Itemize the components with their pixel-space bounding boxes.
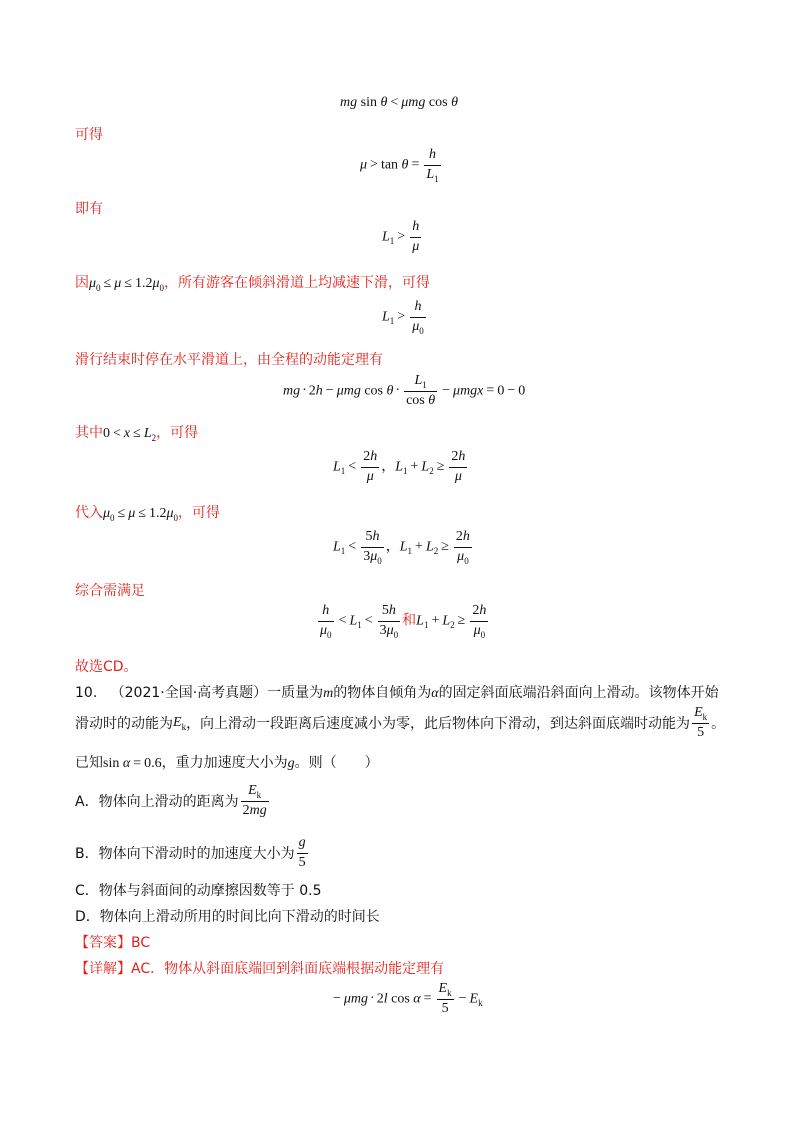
option-c[interactable]: C．物体与斜面间的动摩擦因数等于 0.5 <box>75 883 322 899</box>
text-dairu-line <box>75 502 220 522</box>
inequality-x-range: $0 < x \le L_2$ <box>103 426 157 443</box>
text-dairu: 代入 <box>75 505 103 521</box>
text-guxuan: 故选CD。 <box>75 659 138 675</box>
stem-1a: 一质量为 <box>267 685 324 701</box>
stem-1b: 的物体自倾角为 <box>333 685 432 701</box>
option-b[interactable] <box>75 836 310 870</box>
equation-answer-energy: − μmg · 2l cos α = $\frac{E_k}{5}$ − $E_k$ <box>333 981 483 1016</box>
equation-sin-alpha: sin α = 0.6 <box>103 756 162 771</box>
answer-label: 【答案】BC <box>75 935 151 951</box>
equation-l1-l2-mu: $L_1$ < $\frac{2h}{\mu}$ ，$L_1 + L_2$ ≥ $\frac{2h}{\mu}$ <box>333 449 466 484</box>
text-yin-rest: ，所有游客在倾斜滑道上均减速下滑，可得 <box>163 275 430 291</box>
option-a-label: A．物体向上滑动的距离为 <box>75 794 239 811</box>
stem-2a: 滑动时的动能为 <box>75 716 173 733</box>
text-yin-line <box>75 272 430 292</box>
var-g: g <box>287 756 295 771</box>
stem-3a: 已知 <box>75 755 103 771</box>
stem-2c: 。 <box>711 716 726 733</box>
text-qizhong: 其中 <box>75 425 103 441</box>
answer-detail: 【详解】AC．物体从斜面底端回到斜面底端根据动能定理有 <box>75 961 445 977</box>
question-10-line-3 <box>75 752 379 772</box>
text-slide-end: 滑行结束时停在水平滑道上，由全程的动能定理有 <box>75 352 383 368</box>
var-m: m <box>323 686 334 701</box>
text-he: 和 <box>402 612 417 629</box>
equation-final-condition: $\frac{h}{\mu_0}$ < $L_1$ < $\frac{5h}{3\mu_0}$ 和$L_1 + L_2$ ≥ $\frac{2h}{\mu_0}$ <box>320 603 487 640</box>
text-qizhong-line <box>75 422 198 442</box>
text-keyi-3: ，可得 <box>177 505 220 521</box>
var-ek: $E_k$ <box>173 715 187 733</box>
fraction-ek-over-5: $\frac{E_k}{5}$ <box>694 705 708 740</box>
option-b-label: B．物体向下滑动时的加速度大小为 <box>75 846 295 863</box>
question-number: 10. <box>75 685 98 701</box>
var-alpha: α <box>431 686 439 701</box>
text-jiyou: 即有 <box>75 201 103 217</box>
equation-l1-gt-h-mu0: $L_1$ > $\frac{h}{\mu_0}$ <box>382 299 424 336</box>
fraction-g-over-5: $\frac{g}{5}$ <box>298 835 306 870</box>
stem-2b: ，向上滑动一段距离后速度减小为零，此后物体向下滑动，到达斜面底端时动能为 <box>186 716 691 733</box>
fraction-ek-over-2mg: $\frac{E_k}{2mg}$ <box>242 783 267 818</box>
text-yin: 因 <box>75 275 89 291</box>
stem-3c: 。则（ ） <box>294 755 379 771</box>
equation-l1-l2-mu0: $L_1$ < $\frac{5h}{3\mu_0}$ ，$L_1 + L_2$ ≥ $\frac{2h}{\mu_0}$ <box>333 529 470 566</box>
inequality-mu-range-2: $\mu_0 \le \mu \le 1.2\mu_0$ <box>103 506 178 523</box>
question-source: （2021·全国·高考真题） <box>110 685 268 701</box>
stem-1c: 的固定斜面底端沿斜面向上滑动。该物体开始 <box>438 685 719 701</box>
text-keyi-2: ，可得 <box>156 425 199 441</box>
text-keyi-1: 可得 <box>75 127 103 143</box>
option-d[interactable]: D．物体向上滑动所用的时间比向下滑动的时间长 <box>75 909 380 925</box>
inequality-mu-range: $\mu_0 \le \mu \le 1.2\mu_0$ <box>89 276 164 293</box>
option-a[interactable] <box>75 784 271 818</box>
question-10-line-1 <box>75 682 719 702</box>
equation-l1-gt-h-mu: $L_1$ > $\frac{h}{\mu}$ <box>382 219 420 254</box>
equation-work-energy: mg · 2h − μmg cos θ · $\frac{L_1}{\text{cos θ}}$ − μmgx = 0 − 0 <box>283 373 526 408</box>
question-10-line-2 <box>75 706 725 740</box>
stem-3b: ，重力加速度大小为 <box>161 755 288 771</box>
equation-friction-condition: mg sin θ < μmg cos θ <box>340 95 458 110</box>
equation-mu-tan: μ > tan θ = $\frac{h}{L_1}$ <box>360 147 439 184</box>
text-zonghe: 综合需满足 <box>75 583 145 599</box>
